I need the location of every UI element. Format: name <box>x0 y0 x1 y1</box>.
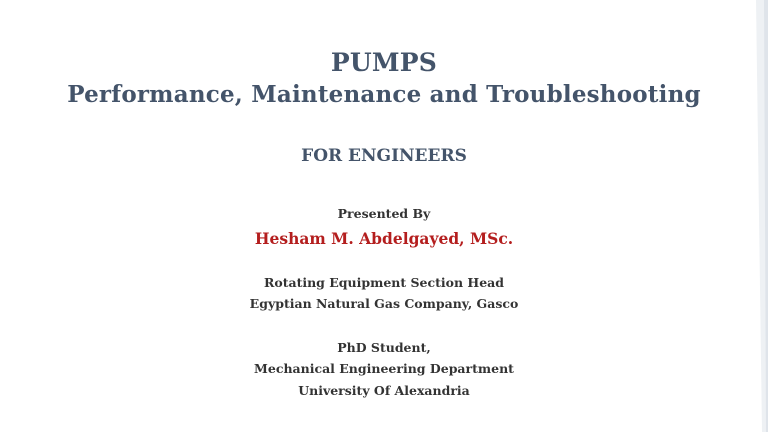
academic-university: University Of Alexandria <box>298 383 470 398</box>
slide-title: PUMPS <box>330 48 438 77</box>
presented-by-label: Presented By <box>337 206 431 221</box>
academic-status: PhD Student, <box>337 340 431 355</box>
presenter-name: Hesham M. Abdelgayed, MSc. <box>254 229 514 248</box>
slide-subtitle: Performance, Maintenance and Troubleshooting <box>67 81 701 108</box>
academic-department: Mechanical Engineering Department <box>254 361 514 376</box>
presenter-role: Rotating Equipment Section Head <box>263 275 505 290</box>
presenter-company: Egyptian Natural Gas Company, Gasco <box>249 296 519 311</box>
audience-heading: FOR ENGINEERS <box>301 146 467 166</box>
